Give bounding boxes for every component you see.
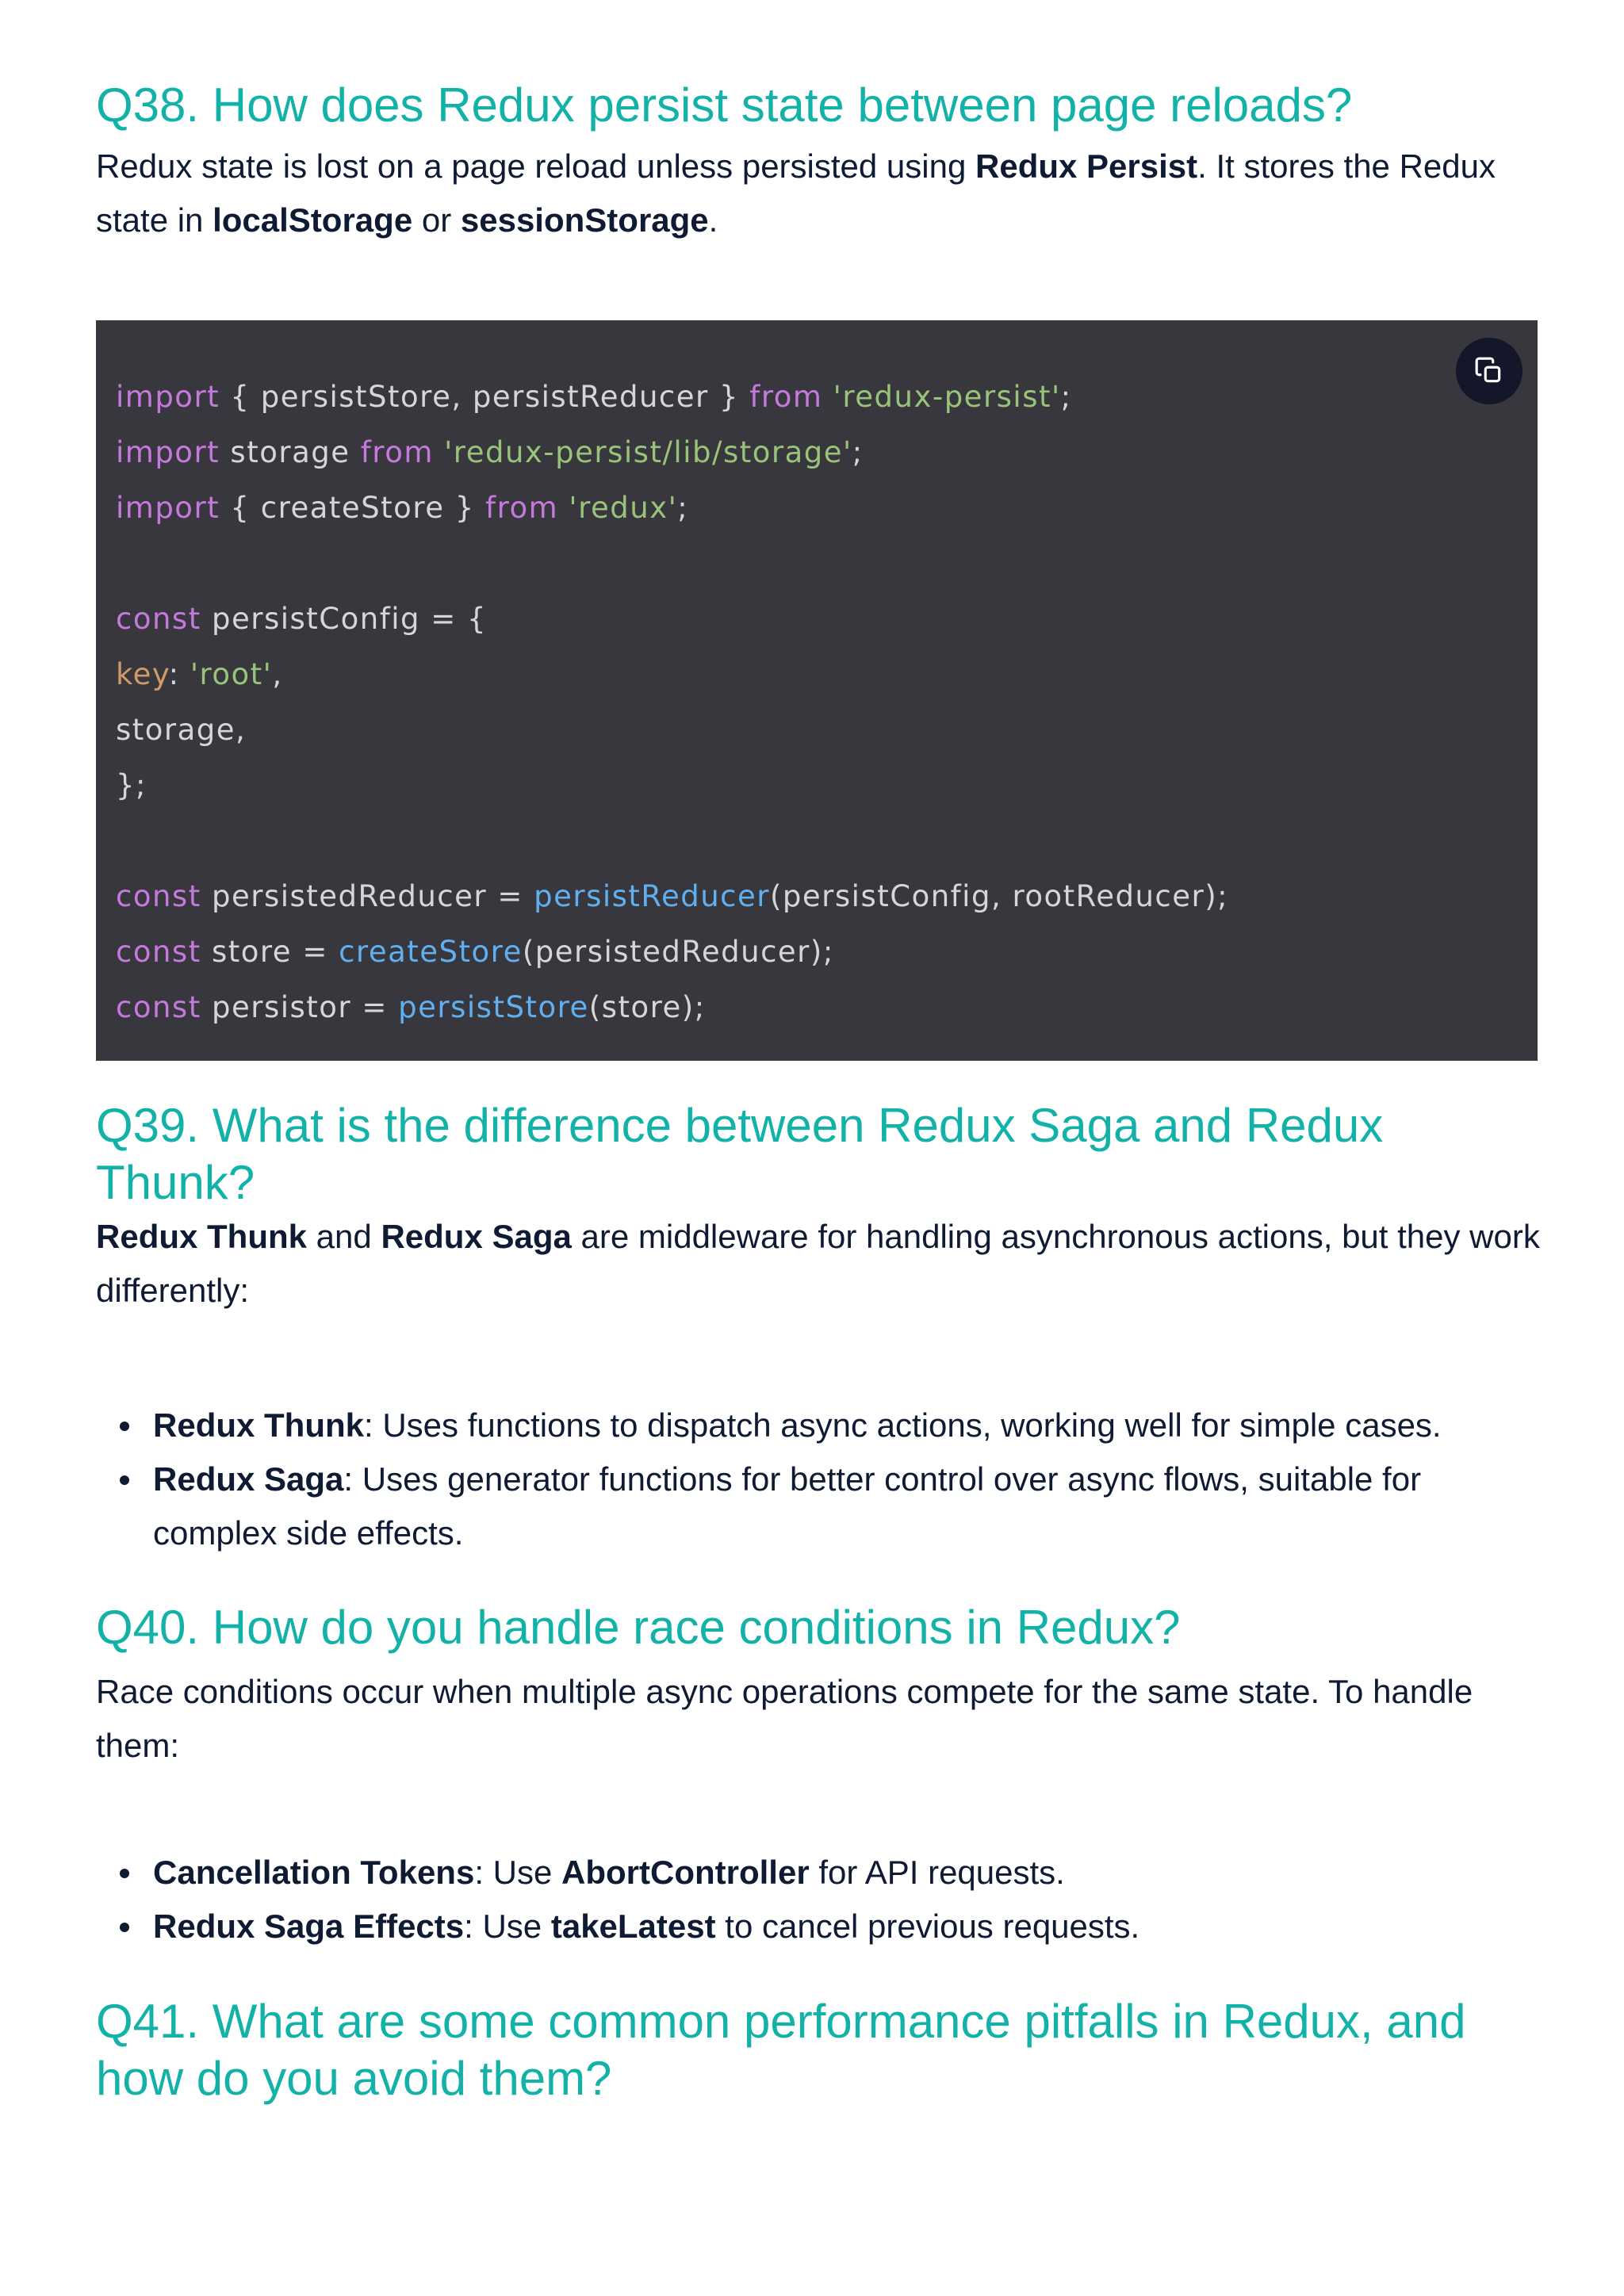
code-token: ; [852, 435, 864, 469]
code-line [116, 536, 1228, 591]
code-token: , [272, 657, 283, 691]
code-token: 'root' [190, 657, 273, 691]
code-token: }; [116, 768, 147, 802]
q38-bold-redux-persist: Redux Persist [975, 147, 1198, 185]
code-token: storage, [116, 713, 247, 747]
code-token [434, 435, 444, 469]
code-line [116, 591, 1228, 647]
list-item-text: : Use [464, 1908, 551, 1945]
list-item [96, 1452, 1547, 1560]
code-token: 'redux-persist' [833, 380, 1061, 414]
q38-text-1: Redux state is lost on a page reload unless persisted using [96, 147, 976, 185]
list-item-bold: takeLatest [550, 1908, 716, 1945]
list-item-bold: AbortController [561, 1854, 810, 1891]
code-token: (persistedReducer); [522, 935, 834, 969]
q39-text-2: are middleware for handling asynchronous actions, but they work differently: [96, 1218, 1540, 1309]
code-token: import [116, 491, 220, 525]
code-line [116, 980, 1228, 1035]
code-token: persistConfig = { [201, 602, 488, 636]
q38-text-3: or [412, 201, 461, 239]
code-token: { createStore } [220, 491, 486, 525]
copy-icon [1474, 356, 1504, 386]
code-token: from [749, 380, 823, 414]
list-item-bold: Redux Saga Effects [153, 1908, 465, 1945]
code-token: import [116, 380, 220, 414]
q41-heading: Q41. What are some common performance pitfalls in Redux, and how do you avoid them? [96, 1995, 1466, 2105]
code-token: const [116, 990, 201, 1024]
list-item [96, 1900, 1547, 1954]
list-item-text: : Uses generator functions for better control over async flows, suitable for complex side effects. [153, 1460, 1422, 1552]
q39-list [96, 1399, 1547, 1560]
code-token: ; [1060, 380, 1072, 414]
code-token: const [116, 602, 201, 636]
list-item-text: : Use [474, 1854, 562, 1891]
q40-paragraph: Race conditions occur when multiple async operations compete for the same state. To handle them: [96, 1673, 1473, 1764]
code-token: const [116, 935, 201, 969]
bullet [120, 1422, 129, 1431]
code-line [116, 369, 1228, 425]
code-token [822, 380, 833, 414]
bullet [120, 1475, 129, 1485]
code-line [116, 869, 1228, 924]
code-token: : [168, 657, 190, 691]
q39-paragraph [96, 1210, 1547, 1318]
code-token: persistedReducer = [201, 879, 534, 913]
code-token: ; [677, 491, 689, 525]
list-item [96, 1399, 1547, 1452]
code-line [116, 480, 1228, 536]
code-line [116, 813, 1228, 869]
q39-text-1: and [307, 1218, 381, 1255]
code-token: from [360, 435, 434, 469]
list-item-text: to cancel previous requests. [715, 1908, 1140, 1945]
list-item [96, 1846, 1547, 1900]
q40-heading: Q40. How do you handle race conditions in Redux? [96, 1601, 1181, 1654]
code-token: const [116, 879, 201, 913]
q38-text-2: . It stores the Redux state in [96, 147, 1496, 239]
code-line [116, 702, 1228, 758]
list-item-bold: Cancellation Tokens [153, 1854, 475, 1891]
code-line [116, 647, 1228, 702]
code-line [116, 425, 1228, 480]
q38-paragraph [96, 140, 1547, 247]
code-token: key [116, 657, 169, 691]
code-line [116, 924, 1228, 980]
list-item-bold: Redux Thunk [153, 1406, 365, 1444]
code-token: import [116, 435, 220, 469]
code-token: persistor = [201, 990, 399, 1024]
code-token: store = [201, 935, 339, 969]
list-item-text: : Uses functions to dispatch async actions, working well for simple cases. [364, 1406, 1442, 1444]
bullet [120, 1923, 129, 1932]
code-token: from [485, 491, 559, 525]
q38-bold-sessionstorage: sessionStorage [460, 201, 709, 239]
q38-bold-localstorage: localStorage [213, 201, 413, 239]
list-item-bold: Redux Saga [153, 1460, 344, 1498]
code-token: persistStore [398, 990, 589, 1024]
code-token: { persistStore, persistReducer } [220, 380, 750, 414]
code-token: 'redux' [569, 491, 678, 525]
code-block [96, 320, 1538, 1061]
code-token: (persistConfig, rootReducer); [770, 879, 1229, 913]
code-line [116, 758, 1228, 813]
q40-list [96, 1846, 1547, 1954]
code-token: createStore [339, 935, 523, 969]
q39-bold-redux-thunk: Redux Thunk [96, 1218, 308, 1255]
code-token: storage [220, 435, 361, 469]
code-token [558, 491, 569, 525]
code-token: 'redux-persist/lib/storage' [444, 435, 852, 469]
list-item-text: for API requests. [809, 1854, 1065, 1891]
copy-button[interactable] [1456, 338, 1522, 404]
code-token: (store); [588, 990, 706, 1024]
q39-bold-redux-saga: Redux Saga [381, 1218, 572, 1255]
q38-heading: Q38. How does Redux persist state between page reloads? [96, 78, 1353, 132]
q39-heading: Q39. What is the difference between Redux Saga and Redux Thunk? [96, 1099, 1384, 1209]
q38-text-4: . [708, 201, 718, 239]
code-content [116, 369, 1228, 1035]
bullet [120, 1869, 129, 1878]
code-token: persistReducer [534, 879, 770, 913]
